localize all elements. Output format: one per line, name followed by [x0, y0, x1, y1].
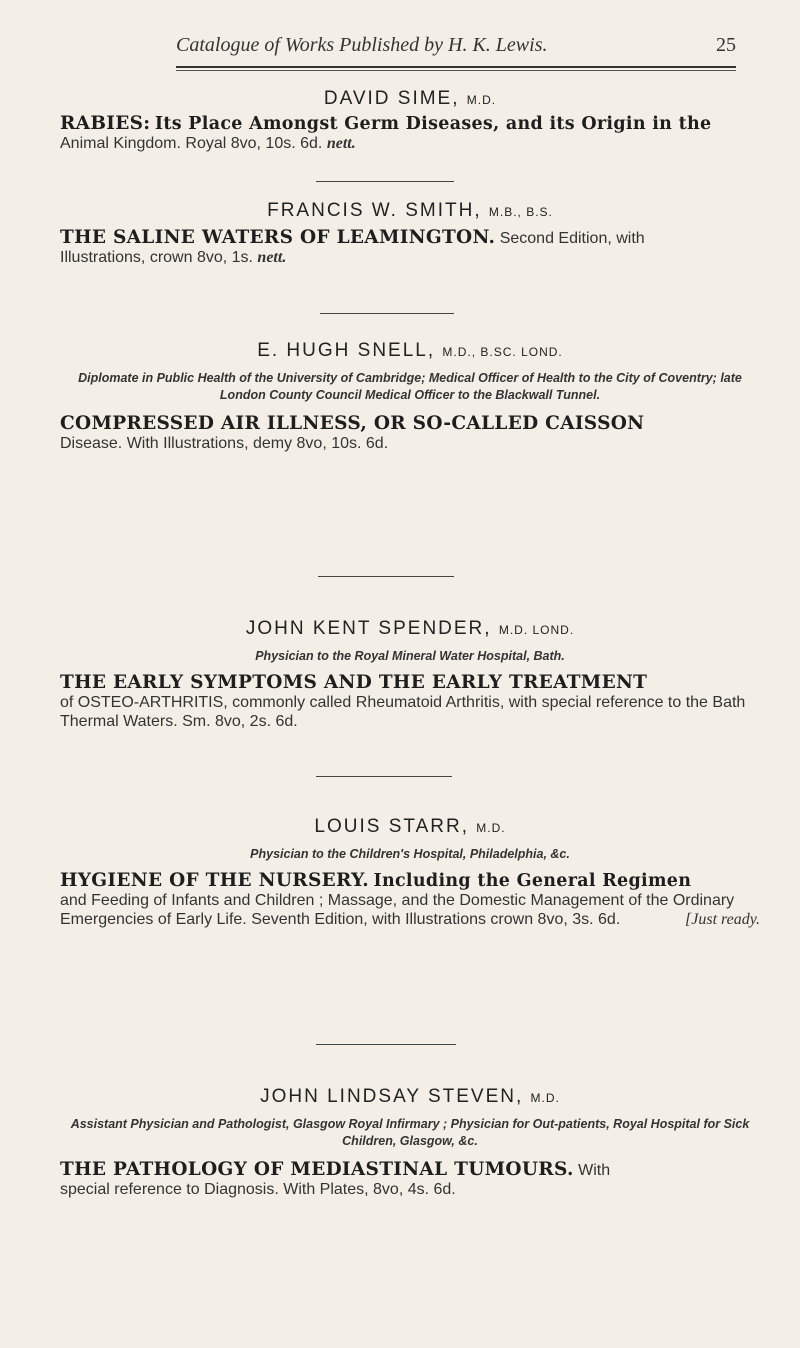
work-description: Disease. With Illustrations, demy 8vo, 10s. 6d.: [60, 435, 389, 452]
author-text: JOHN KENT SPENDER,: [245, 618, 492, 639]
work-description: special reference to Diagnosis. With Plates, 8vo, 4s. 6d.: [60, 1181, 456, 1198]
work-title: RABIES:: [60, 113, 151, 134]
work-title: COMPRESSED AIR ILLNESS, OR SO-CALLED CAISSON: [60, 413, 645, 434]
author-text: E. HUGH SNELL,: [257, 340, 436, 361]
header-rule: [176, 66, 736, 68]
author-text: JOHN LINDSAY STEVEN,: [260, 1086, 524, 1107]
work-title-rest: Second Edition, with: [499, 230, 645, 247]
author-name: [60, 618, 760, 640]
entry-steven: [60, 1086, 760, 1199]
author-degrees: M.B., B.S.: [488, 205, 553, 219]
running-head: [176, 34, 736, 70]
entry-snell: [60, 340, 760, 453]
work-title: HYGIENE OF THE NURSERY.: [60, 870, 370, 891]
work-title: THE SALINE WATERS OF LEAMINGTON.: [60, 227, 496, 248]
entry-body: [60, 1160, 760, 1199]
entry-body: [60, 114, 760, 153]
work-title: THE PATHOLOGY OF MEDIASTINAL TUMOURS.: [60, 1159, 574, 1180]
author-text: LOUIS STARR,: [314, 816, 469, 837]
section-divider: [316, 181, 454, 182]
work-title-rest: Its Place Amongst Germ Diseases, and its Origin in the: [154, 114, 712, 134]
work-title: THE EARLY SYMPTOMS AND THE EARLY TREATMENT: [60, 672, 648, 693]
entry-body: [60, 414, 760, 453]
section-divider: [320, 313, 454, 314]
author-degrees: M.D.: [466, 93, 497, 107]
author-degrees: M.D.: [530, 1091, 560, 1105]
author-degrees: M.D.: [476, 821, 506, 835]
work-title-rest: With: [578, 1162, 611, 1179]
author-affiliation: Diplomate in Public Health of the University of Cambridge; Medical Officer of Health to the City of Coventry; late London County Council Medical Officer to the Blackwall Tunnel.: [78, 371, 742, 402]
section-divider: [318, 576, 454, 577]
author-name: [60, 1086, 760, 1108]
entry-body: [60, 673, 760, 731]
author-degrees: M.D. LOND.: [498, 623, 575, 637]
entry-smith: [60, 200, 760, 267]
author-affiliation: Assistant Physician and Pathologist, Glasgow Royal Infirmary ; Physician for Out-patients, Royal Hospital for Sick Children, Glasgow, &c.: [70, 1117, 750, 1148]
entry-spender: [60, 618, 760, 731]
entry-starr: [60, 816, 760, 929]
work-description: of OSTEO-ARTHRITIS, commonly called Rheumatoid Arthritis, with special reference to the Bath Thermal Waters. Sm. 8vo, 2s. 6d.: [60, 694, 746, 730]
author-text: DAVID SIME,: [323, 88, 460, 109]
author-name: [60, 88, 760, 110]
author-affiliation: Physician to the Children's Hospital, Philadelphia, &c.: [250, 847, 570, 861]
author-name: [60, 200, 760, 222]
entry-sime: [60, 88, 760, 153]
publication-status: [Just ready.: [685, 911, 760, 928]
author-name: [60, 816, 760, 838]
author-text: FRANCIS W. SMITH,: [267, 200, 482, 221]
work-title-rest: Including the General Regimen: [373, 871, 692, 891]
price-note: nett.: [257, 249, 287, 266]
entry-body: [60, 871, 760, 929]
entry-body: [60, 228, 760, 267]
running-head-title: Catalogue of Works Published by H. K. Lewis.: [176, 34, 548, 56]
work-description: Illustrations, crown 8vo, 1s.: [60, 249, 253, 266]
price-note: nett.: [326, 135, 356, 152]
work-description: Animal Kingdom. Royal 8vo, 10s. 6d.: [60, 135, 323, 152]
section-divider: [316, 776, 452, 777]
author-name: [60, 340, 760, 362]
author-affiliation: Physician to the Royal Mineral Water Hospital, Bath.: [255, 649, 565, 663]
author-degrees: M.D., B.SC. LOND.: [442, 345, 563, 359]
page-number: 25: [716, 34, 736, 56]
header-rule-thin: [176, 70, 736, 71]
work-description: and Feeding of Infants and Children ; Massage, and the Domestic Management of the Ordinary Emergencies of Early Life. Seventh Edition, with Illustrations crown 8vo, 3s. 6d.: [60, 892, 735, 928]
section-divider: [316, 1044, 456, 1045]
